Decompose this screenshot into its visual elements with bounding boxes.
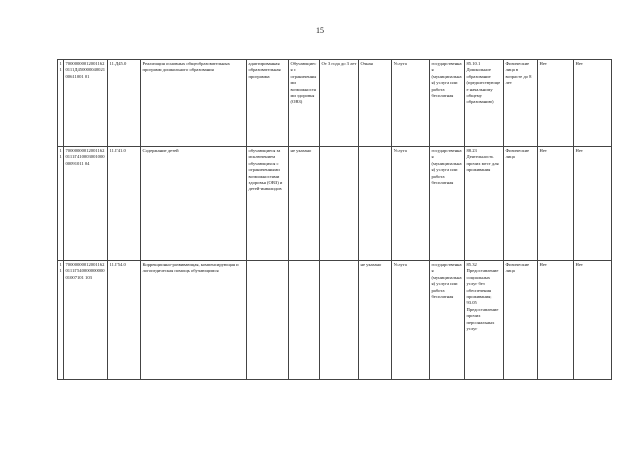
service-type: Услуга [392, 147, 430, 261]
service-name: Коррекционно-развивающая, компенсирующая и логопедическая помощь обучающимся [141, 261, 247, 380]
service-status: государственная (муниципальная) услуга или работа бесплатная [430, 60, 465, 147]
program-type [247, 261, 289, 380]
okved-code: 85.32 Предоставление социальных услуг без обеспечения проживания; 93.05 Предоставление прочих персональных услуг [465, 261, 504, 380]
student-category [289, 261, 320, 380]
student-category: не указано [289, 147, 320, 261]
column-14-value: Нет [574, 261, 612, 380]
program-type: обучающиеся за исключением обучающихся с ограниченными возможностями здоровья (ОВЗ) и детей-инвалидов [247, 147, 289, 261]
consumers: Физические лица [504, 147, 538, 261]
service-name: Содержание детей [141, 147, 247, 261]
row-index: 11 [58, 60, 64, 147]
row-index: 11 [58, 147, 64, 261]
age-range: От 3 года до 3 лет [320, 60, 359, 147]
student-category: Обучающиеся с ограниченными возможностями здоровья (ОВЗ) [289, 60, 320, 147]
service-type: Услуга [392, 60, 430, 147]
service-subcode: 11.Г41.0 [108, 147, 141, 261]
table-row [58, 60, 612, 147]
page-number: 15 [316, 26, 324, 35]
okved-code: 85.10.1 Дошкольное образование (предшествующее начальному общему образованию) [465, 60, 504, 147]
okved-code: 88.23 Деятельность прочих мест для проживания [465, 147, 504, 261]
column-14-value: Нет [574, 147, 612, 261]
service-type: Услуга [392, 261, 430, 380]
study-form: не указано [359, 261, 392, 380]
consumers: Физические лица в возрасте до 8 лет [504, 60, 538, 147]
column-14-value: Нет [574, 60, 612, 147]
service-name: Реализация основных общеобразовательных программ дошкольного образования [141, 60, 247, 147]
table-row [58, 261, 612, 380]
age-range [320, 147, 359, 261]
service-subcode: 11.Д45.0 [108, 60, 141, 147]
consumers: Физические лица [504, 261, 538, 380]
column-13-value: Нет [538, 147, 574, 261]
registry-code: 700000000120011620111Д45000004002100611001 01 [64, 60, 108, 147]
registry-code: 700000000120011620111Г54000000000001007101 103 [64, 261, 108, 380]
program-type: адаптированная образовательная программа [247, 60, 289, 147]
age-range [320, 261, 359, 380]
column-13-value: Нет [538, 261, 574, 380]
service-subcode: 11.Г54.0 [108, 261, 141, 380]
study-form: Очная [359, 60, 392, 147]
row-index: 11 [58, 261, 64, 380]
study-form [359, 147, 392, 261]
services-table [57, 59, 612, 380]
column-13-value: Нет [538, 60, 574, 147]
registry-code: 700000000120011620111Г41000300100000091011 04 [64, 147, 108, 261]
service-status: государственная (муниципальная) услуга или работа бесплатная [430, 147, 465, 261]
table-row [58, 147, 612, 261]
service-status: государственная (муниципальная) услуга или работа бесплатная [430, 261, 465, 380]
